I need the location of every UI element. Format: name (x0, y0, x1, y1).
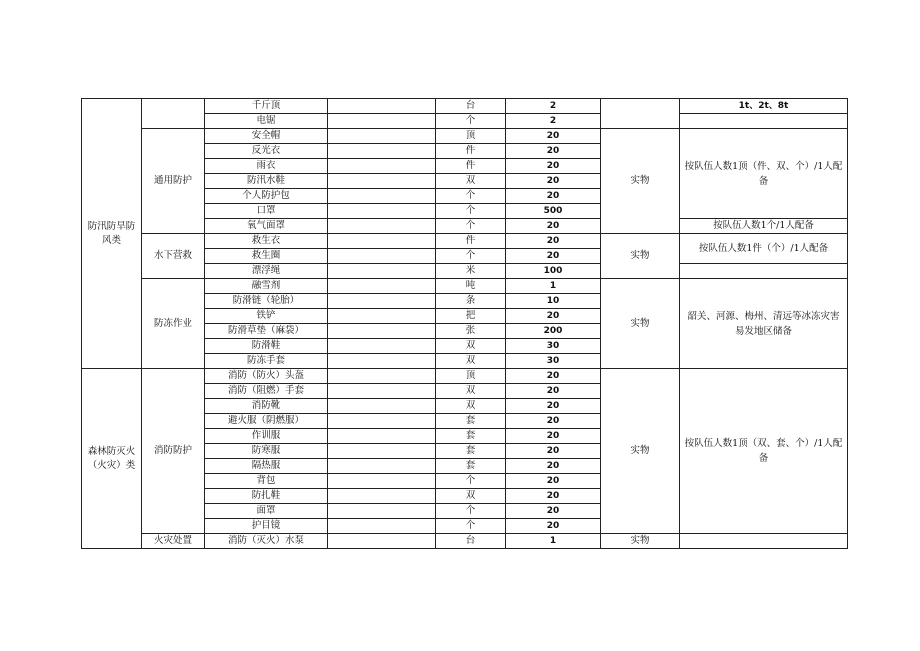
type-cell: 实物 (601, 129, 680, 234)
unit-cell: 双 (436, 339, 506, 354)
table-row (82, 534, 848, 549)
spec-cell (328, 264, 436, 279)
spec-cell (328, 114, 436, 129)
spec-cell (328, 369, 436, 384)
unit-cell: 双 (436, 354, 506, 369)
unit-cell: 张 (436, 324, 506, 339)
qty-cell: 20 (506, 144, 601, 159)
subcategory-cell: 防冻作业 (142, 279, 205, 369)
table-row (82, 129, 848, 144)
item-name: 护目镜 (205, 519, 328, 534)
qty-cell: 20 (506, 309, 601, 324)
qty-cell: 30 (506, 354, 601, 369)
qty-cell: 2 (506, 114, 601, 129)
item-name: 消防（防火）头盔 (205, 369, 328, 384)
equipment-table (81, 98, 848, 549)
qty-cell: 200 (506, 324, 601, 339)
qty-cell: 20 (506, 489, 601, 504)
item-name: 反光衣 (205, 144, 328, 159)
spec-cell (328, 249, 436, 264)
spec-cell (328, 459, 436, 474)
unit-cell: 米 (436, 264, 506, 279)
unit-cell: 套 (436, 444, 506, 459)
item-name: 防扎鞋 (205, 489, 328, 504)
spec-cell (328, 174, 436, 189)
category-cell: 森林防灭火（火灾）类 (82, 369, 142, 549)
note-cell: 按队伍人数1顶（双、套、个）/1人配备 (680, 369, 848, 534)
subcategory-cell (142, 99, 205, 129)
note-cell: 按队伍人数1顶（件、双、个）/1人配备 (680, 129, 848, 219)
note-cell: 韶关、河源、梅州、清远等冰冻灾害易发地区储备 (680, 279, 848, 369)
qty-cell: 30 (506, 339, 601, 354)
spec-cell (328, 399, 436, 414)
unit-cell: 台 (436, 99, 506, 114)
note-cell (680, 114, 848, 129)
item-name: 救生圈 (205, 249, 328, 264)
item-name: 救生衣 (205, 234, 328, 249)
item-name: 电锯 (205, 114, 328, 129)
spec-cell (328, 129, 436, 144)
qty-cell: 1 (506, 279, 601, 294)
item-name: 安全帽 (205, 129, 328, 144)
unit-cell: 套 (436, 459, 506, 474)
spec-cell (328, 204, 436, 219)
item-name: 防冻手套 (205, 354, 328, 369)
unit-cell: 个 (436, 474, 506, 489)
spec-cell (328, 444, 436, 459)
unit-cell: 吨 (436, 279, 506, 294)
qty-cell: 20 (506, 399, 601, 414)
unit-cell: 个 (436, 519, 506, 534)
unit-cell: 顶 (436, 129, 506, 144)
subcategory-cell: 通用防护 (142, 129, 205, 234)
unit-cell: 个 (436, 114, 506, 129)
item-name: 防滑草垫（麻袋） (205, 324, 328, 339)
qty-cell: 20 (506, 474, 601, 489)
unit-cell: 个 (436, 189, 506, 204)
type-cell: 实物 (601, 534, 680, 549)
item-name: 铁铲 (205, 309, 328, 324)
qty-cell: 20 (506, 234, 601, 249)
item-name: 防寒服 (205, 444, 328, 459)
qty-cell: 20 (506, 189, 601, 204)
item-name: 漂浮绳 (205, 264, 328, 279)
spec-cell (328, 519, 436, 534)
qty-cell: 20 (506, 414, 601, 429)
item-name: 雨衣 (205, 159, 328, 174)
spec-cell (328, 489, 436, 504)
unit-cell: 双 (436, 384, 506, 399)
item-name: 面罩 (205, 504, 328, 519)
spec-cell (328, 504, 436, 519)
qty-cell: 20 (506, 249, 601, 264)
spec-cell (328, 474, 436, 489)
qty-cell: 1 (506, 534, 601, 549)
note-cell: 按队伍人数1个/1人配备 (680, 219, 848, 234)
unit-cell: 个 (436, 219, 506, 234)
item-name: 消防（阻燃）手套 (205, 384, 328, 399)
unit-cell: 把 (436, 309, 506, 324)
type-cell: 实物 (601, 234, 680, 279)
unit-cell: 台 (436, 534, 506, 549)
unit-cell: 条 (436, 294, 506, 309)
qty-cell: 20 (506, 129, 601, 144)
item-name: 氧气面罩 (205, 219, 328, 234)
note-cell (680, 534, 848, 549)
spec-cell (328, 219, 436, 234)
spec-cell (328, 309, 436, 324)
item-name: 隔热服 (205, 459, 328, 474)
subcategory-cell: 水下营救 (142, 234, 205, 279)
note-cell (680, 264, 848, 279)
item-name: 个人防护包 (205, 189, 328, 204)
qty-cell: 20 (506, 219, 601, 234)
table-row (82, 99, 848, 114)
item-name: 融雪剂 (205, 279, 328, 294)
qty-cell: 20 (506, 429, 601, 444)
note-cell: 1t、2t、8t (680, 99, 848, 114)
note-cell: 按队伍人数1件（个）/1人配备 (680, 234, 848, 264)
qty-cell: 10 (506, 294, 601, 309)
unit-cell: 件 (436, 234, 506, 249)
unit-cell: 件 (436, 144, 506, 159)
spec-cell (328, 534, 436, 549)
item-name: 作训服 (205, 429, 328, 444)
spec-cell (328, 354, 436, 369)
spec-cell (328, 159, 436, 174)
unit-cell: 套 (436, 414, 506, 429)
qty-cell: 2 (506, 99, 601, 114)
qty-cell: 20 (506, 369, 601, 384)
qty-cell: 20 (506, 519, 601, 534)
item-name: 防汛水鞋 (205, 174, 328, 189)
unit-cell: 双 (436, 399, 506, 414)
item-name: 千斤顶 (205, 99, 328, 114)
qty-cell: 20 (506, 459, 601, 474)
qty-cell: 20 (506, 444, 601, 459)
qty-cell: 20 (506, 159, 601, 174)
type-cell: 实物 (601, 279, 680, 369)
item-name: 口罩 (205, 204, 328, 219)
unit-cell: 套 (436, 429, 506, 444)
spec-cell (328, 339, 436, 354)
qty-cell: 20 (506, 174, 601, 189)
spec-cell (328, 189, 436, 204)
table-row (82, 234, 848, 249)
subcategory-cell: 消防防护 (142, 369, 205, 534)
spec-cell (328, 324, 436, 339)
unit-cell: 双 (436, 489, 506, 504)
qty-cell: 20 (506, 504, 601, 519)
category-cell: 防汛防旱防风类 (82, 99, 142, 369)
unit-cell: 件 (436, 159, 506, 174)
unit-cell: 双 (436, 174, 506, 189)
subcategory-cell: 火灾处置 (142, 534, 205, 549)
item-name: 背包 (205, 474, 328, 489)
qty-cell: 100 (506, 264, 601, 279)
item-name: 防滑链（轮胎） (205, 294, 328, 309)
spec-cell (328, 414, 436, 429)
spec-cell (328, 294, 436, 309)
item-name: 消防靴 (205, 399, 328, 414)
unit-cell: 个 (436, 504, 506, 519)
table-row (82, 279, 848, 294)
unit-cell: 顶 (436, 369, 506, 384)
spec-cell (328, 429, 436, 444)
qty-cell: 500 (506, 204, 601, 219)
item-name: 避火服（阴燃服） (205, 414, 328, 429)
spec-cell (328, 144, 436, 159)
spec-cell (328, 99, 436, 114)
spec-cell (328, 279, 436, 294)
item-name: 消防（灭火）水泵 (205, 534, 328, 549)
spec-cell (328, 384, 436, 399)
unit-cell: 个 (436, 204, 506, 219)
unit-cell: 个 (436, 249, 506, 264)
item-name: 防滑鞋 (205, 339, 328, 354)
spec-cell (328, 234, 436, 249)
qty-cell: 20 (506, 384, 601, 399)
table-row (82, 369, 848, 384)
type-cell: 实物 (601, 369, 680, 534)
equipment-table-container (81, 98, 847, 549)
type-cell (601, 99, 680, 129)
